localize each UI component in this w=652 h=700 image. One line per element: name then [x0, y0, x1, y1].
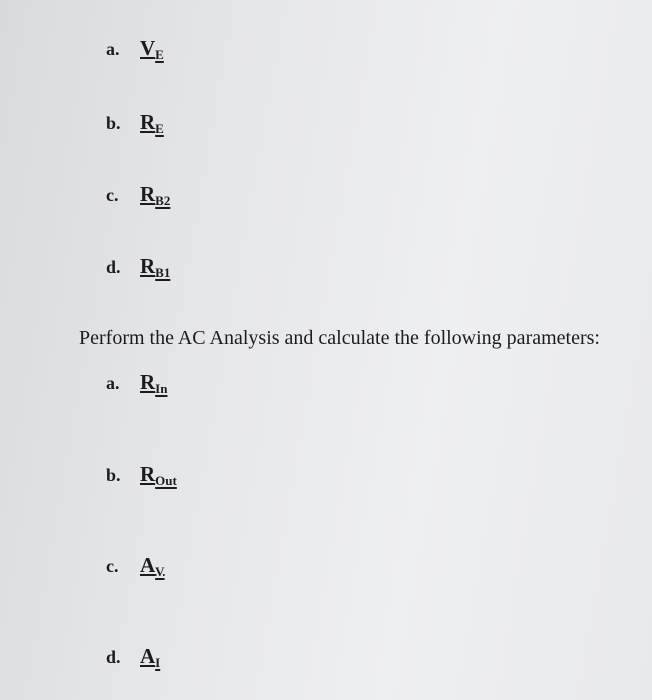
- item-letter: d.: [106, 257, 121, 277]
- item-letter: c.: [106, 556, 119, 576]
- dc-item-rb1: [106, 254, 170, 281]
- dc-item-re: [106, 110, 164, 137]
- parameter-label: $V_E$: [140, 36, 164, 62]
- ac-item-ai: [106, 644, 160, 671]
- parameter-label: $R_{B2}$: [140, 182, 171, 208]
- parameter-label: $R_{In}$: [140, 370, 168, 396]
- parameter-label: $R_E$: [140, 110, 164, 136]
- ac-item-rout: [106, 462, 177, 489]
- ac-item-rin: [106, 370, 167, 397]
- item-letter: b.: [106, 465, 121, 485]
- ac-analysis-instruction: Perform the AC Analysis and calculate the following parameters:: [79, 327, 600, 349]
- item-letter: a.: [106, 39, 120, 59]
- parameter-label: $A_V$: [140, 553, 165, 579]
- parameter-label: $A_I$: [140, 644, 161, 670]
- parameter-label: $R_{Out}$: [140, 462, 177, 488]
- item-letter: a.: [106, 373, 120, 393]
- item-letter: c.: [106, 185, 119, 205]
- ac-item-av: [106, 553, 165, 580]
- item-letter: d.: [106, 647, 121, 667]
- dc-item-ve: [106, 36, 164, 63]
- item-letter: b.: [106, 113, 121, 133]
- dc-item-rb2: [106, 182, 170, 209]
- parameter-label: $R_{B1}$: [140, 254, 171, 280]
